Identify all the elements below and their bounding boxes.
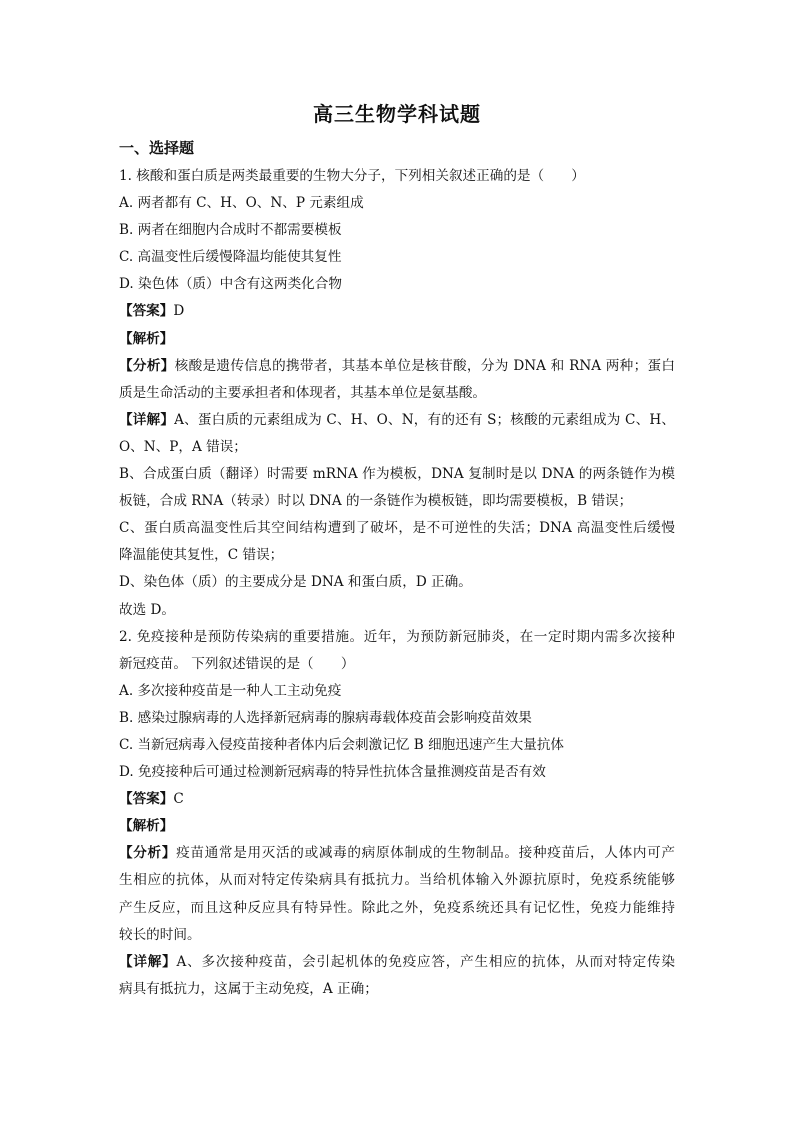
q1-xiangjie-line-3: B、合成蛋白质（翻译）时需要 mRNA 作为模板，DNA 复制时是以 DNA 的两条链作为模: [119, 466, 675, 483]
q2-option-d: D. 免疫接种后可通过检测新冠病毒的特异性抗体含量推测疫苗是否有效: [119, 764, 546, 781]
q1-option-c: C. 高温变性后缓慢降温均能使其复性: [119, 249, 342, 266]
q2-answer-value: C: [173, 791, 184, 808]
document-body: [119, 163, 675, 1003]
q2-stem-line-2: 新冠疫苗。 下列叙述错误的是（ ）: [119, 655, 355, 672]
xiangjie-tag: 【详解】: [119, 411, 175, 428]
q1-xiangjie-line-5: C、蛋白质高温变性后其空间结构遭到了破坏，是不可逆性的失活；DNA 高温变性后缓慢: [119, 520, 675, 537]
q1-xiangjie-line-4: 板链，合成 RNA（转录）时以 DNA 的一条链作为模板链，即均需要模板，B 错误；: [119, 493, 633, 510]
answer-tag: 【答案】: [119, 303, 174, 320]
q2-stem-line-1: 2. 免疫接种是预防传染病的重要措施。近年，为预防新冠肺炎，在一定时期内需多次接种: [119, 628, 675, 645]
q1-xiangjie-line-8: 故选 D。: [119, 601, 176, 618]
q2-option-b: B. 感染过腺病毒的人选择新冠病毒的腺病毒载体疫苗会影响疫苗效果: [119, 709, 532, 726]
page-title: 高三生物学科试题: [313, 102, 481, 126]
xiangjie-tag: 【详解】: [119, 953, 177, 970]
q1-xiangjie-line-1: 【详解】A、蛋白质的元素组成为 C、H、O、N，有的还有 S；核酸的元素组成为 C、H、: [119, 411, 675, 428]
jiexi-tag: 【解析】: [119, 818, 174, 835]
q1-answer: [119, 298, 675, 325]
q1-option-b: B. 两者在细胞内合成时不都需要模板: [119, 222, 342, 239]
q1-xiangjie-line-7: D、染色体（质）的主要成分是 DNA 和蛋白质，D 正确。: [119, 574, 472, 591]
fenxi-tag: 【分析】: [119, 357, 175, 374]
q2-answer: [119, 786, 675, 813]
q2-xiangjie-line-2: 病具有抵抗力，这属于主动免疫，A 正确；: [119, 980, 378, 997]
q1-xiangjie-line-2: O、N、P，A 错误；: [119, 438, 247, 455]
q1-option-d: D. 染色体（质）中含有这两类化合物: [119, 276, 342, 293]
q2-fenxi-line-1: 【分析】疫苗通常是用灭活的或减毒的病原体制成的生物制品。接种疫苗后，人体内可产: [119, 845, 676, 862]
q1-fenxi-line-1: 【分析】核酸是遗传信息的携带者，其基本单位是核苷酸，分为 DNA 和 RNA 两种；蛋白: [119, 357, 675, 374]
q2-xiangjie-line-1: 【详解】A、多次接种疫苗，会引起机体的免疫应答，产生相应的抗体，从而对特定传染: [119, 953, 675, 970]
jiexi-tag: 【解析】: [119, 330, 174, 347]
q1-option-a: A. 两者都有 C、H、O、N、P 元素组成: [119, 195, 364, 212]
fenxi-tag: 【分析】: [119, 845, 177, 862]
q2-option-a: A. 多次接种疫苗是一种人工主动免疫: [119, 682, 342, 699]
q1-jiexi: [119, 326, 675, 353]
answer-tag: 【答案】: [119, 791, 174, 808]
q1-stem: 1. 核酸和蛋白质是两类最重要的生物大分子，下列相关叙述正确的是（ ）: [119, 168, 585, 184]
q1-fenxi-line-2: 质是生命活动的主要承担者和体现者，其基本单位是氨基酸。: [119, 384, 487, 401]
q2-option-c: C. 当新冠病毒入侵疫苗接种者体内后会刺激记忆 B 细胞迅速产生大量抗体: [119, 736, 565, 753]
section-heading: 一、选择题: [119, 139, 195, 157]
q2-fenxi-line-3: 产生反应，而且这种反应具有特异性。除此之外，免疫系统还具有记忆性，免疫力能维持: [119, 899, 675, 916]
q2-fenxi-line-4: 较长的时间。: [119, 926, 201, 943]
q1-answer-value: D: [173, 303, 185, 320]
q1-xiangjie-line-6: 降温能使其复性，C 错误；: [119, 547, 284, 564]
q2-jiexi: [119, 813, 675, 840]
q2-fenxi-line-2: 生相应的抗体，从而对特定传染病具有抵抗力。当给机体输入外源抗原时，免疫系统能够: [119, 872, 675, 889]
